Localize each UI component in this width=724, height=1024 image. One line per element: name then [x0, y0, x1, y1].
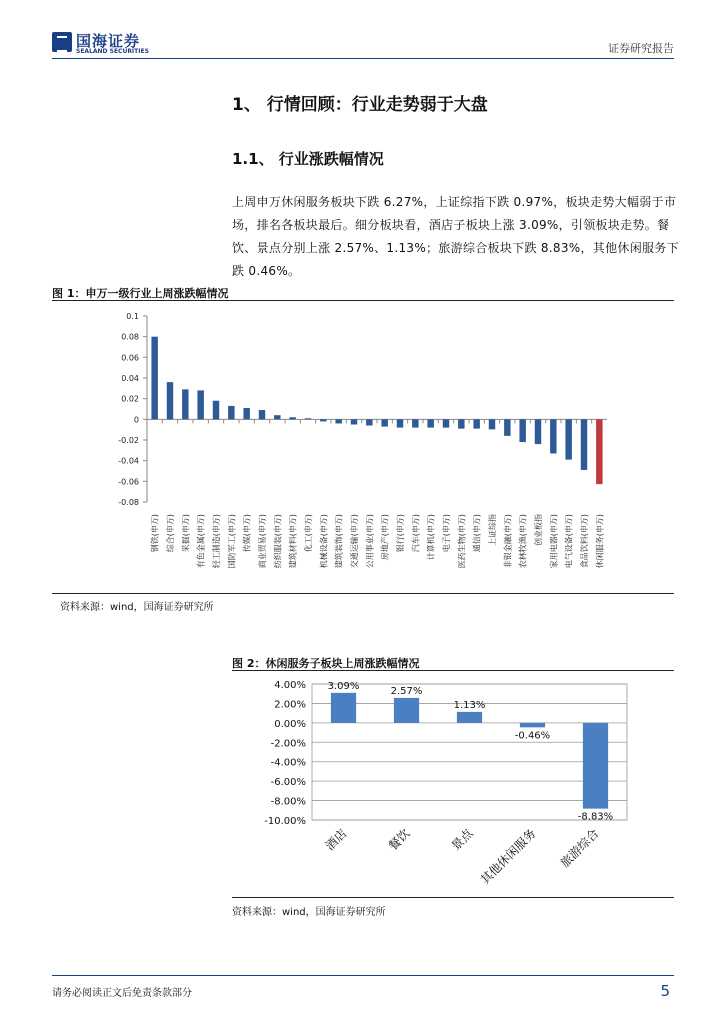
- x-tick-label: 采掘(申万): [181, 514, 191, 553]
- bar: [397, 419, 403, 427]
- figure2-source: 资料来源：wind，国海证券研究所: [232, 907, 386, 918]
- industry-return-bar-chart: [52, 302, 674, 592]
- figure2-bottom-rule: [232, 897, 674, 898]
- bar: [412, 419, 418, 427]
- y-tick-label: 0: [133, 415, 139, 425]
- y-tick-label: -0.02: [118, 436, 139, 445]
- y-tick-label: -2.00%: [270, 738, 306, 750]
- x-tick-label: 传媒(申万): [242, 514, 252, 553]
- bar: [182, 389, 188, 419]
- subsection-heading: 1.1、 行业涨跌幅情况: [232, 150, 384, 168]
- x-tick-label: 非银金融(申万): [503, 514, 513, 569]
- x-tick-label: 上证综指: [488, 514, 497, 546]
- bar: [167, 382, 173, 419]
- x-tick-label: 纺织服装(申万): [273, 514, 283, 569]
- y-tick-label: 4.00%: [274, 680, 306, 691]
- figure1-source: 资料来源：wind，国海证券研究所: [60, 602, 214, 613]
- x-tick-label: 房地产(申万): [380, 514, 390, 561]
- x-tick-label: 国防军工(申万): [227, 514, 237, 569]
- x-tick-label: 轻工制造(申万): [212, 514, 221, 569]
- bar: [535, 419, 541, 444]
- x-tick-label: 酒店: [322, 826, 350, 854]
- x-tick-label: 公用事业(申万): [365, 514, 375, 569]
- section-heading: 1、 行情回顾：行业走势弱于大盘: [232, 95, 488, 115]
- figure2-title: 图 2：休闲服务子板块上周涨跌幅情况: [232, 657, 420, 670]
- bar: [228, 406, 234, 419]
- x-tick-label: 综合(申万): [166, 514, 175, 553]
- bar: [289, 417, 295, 419]
- figure1-bottom-rule: [52, 593, 674, 594]
- x-tick-label: 创业板指: [534, 514, 543, 546]
- bar: [243, 408, 249, 419]
- x-tick-label: 交通运输(申万): [350, 514, 359, 569]
- figure1-top-rule: [52, 300, 674, 301]
- sealand-logo: [52, 30, 149, 58]
- bar: [213, 401, 219, 420]
- y-tick-label: 0.04: [121, 374, 139, 383]
- x-tick-label: 休闲服务(申万): [595, 514, 605, 569]
- bar: [151, 337, 157, 420]
- x-tick-label: 家用电器(申万): [549, 514, 559, 569]
- x-tick-label: 景点: [448, 826, 476, 854]
- bar: [443, 419, 449, 427]
- y-tick-label: 0.08: [121, 332, 139, 342]
- y-tick-label: 2.00%: [274, 699, 306, 711]
- y-tick-label: 0.1: [126, 312, 139, 321]
- bar: [366, 419, 372, 425]
- bar: [583, 723, 608, 809]
- x-tick-label: 计算机(申万): [426, 514, 436, 561]
- x-tick-label: 通信(申万): [472, 514, 482, 553]
- data-label: 1.13%: [453, 699, 486, 711]
- bar: [473, 419, 479, 428]
- x-tick-label: 有色金属(申万): [196, 514, 206, 569]
- y-tick-label: -0.04: [118, 456, 139, 466]
- bar: [305, 418, 311, 419]
- y-tick-label: 0.00%: [274, 718, 306, 730]
- bar: [596, 419, 602, 484]
- y-tick-label: -10.00%: [264, 816, 306, 827]
- figure2-top-rule: [232, 670, 674, 671]
- x-tick-label: 电子(申万): [442, 514, 451, 553]
- x-tick-label: 建筑装饰(申万): [334, 514, 344, 569]
- logo-text-en: SEALAND SECURITIES: [76, 48, 149, 55]
- x-tick-label: 汽车(申万): [411, 514, 421, 553]
- data-label: -0.46%: [514, 730, 551, 742]
- y-tick-label: 0.02: [121, 394, 139, 404]
- bar: [351, 419, 357, 424]
- y-tick-label: 0.06: [121, 353, 139, 363]
- data-label: -8.83%: [577, 811, 614, 823]
- bar: [458, 419, 464, 428]
- x-tick-label: 电气设备(申万): [564, 514, 574, 569]
- bar: [259, 410, 265, 419]
- x-tick-label: 机械设备(申万): [319, 514, 329, 569]
- page-number: 5: [660, 982, 670, 1000]
- x-tick-label: 农林牧渔(申万): [518, 514, 528, 569]
- bar: [335, 419, 341, 423]
- bar: [550, 419, 556, 453]
- x-tick-label: 建筑材料(申万): [288, 514, 298, 569]
- bar: [394, 698, 419, 723]
- x-tick-label: 其他休闲服务: [477, 826, 539, 888]
- footer-disclaimer: 请务必阅读正文后免责条款部分: [52, 988, 192, 999]
- bar: [320, 419, 326, 421]
- y-tick-label: -6.00%: [270, 777, 306, 789]
- x-tick-label: 食品饮料(申万): [580, 514, 589, 569]
- bar: [427, 419, 433, 427]
- x-tick-label: 商业贸易(申万): [258, 514, 267, 569]
- data-label: 3.09%: [327, 680, 360, 692]
- figure1-title: 图 1：申万一级行业上周涨跌幅情况: [52, 287, 229, 300]
- y-tick-label: -0.08: [118, 498, 139, 507]
- bar: [274, 415, 280, 419]
- x-tick-label: 化工(申万): [304, 514, 313, 553]
- bar: [197, 390, 203, 419]
- header-divider: [52, 58, 674, 59]
- bar: [504, 419, 510, 436]
- logo-mark-icon: [52, 32, 72, 52]
- x-tick-label: 医药生物(申万): [457, 514, 467, 569]
- data-label: 2.57%: [390, 685, 423, 697]
- bar: [381, 419, 387, 426]
- y-tick-label: -0.06: [118, 477, 139, 487]
- summary-paragraph: 上周申万休闲服务板块下跌 6.27%，上证综指下跌 0.97%，板块走势大幅弱于市场，排名各板块最后。细分板块看，酒店子板块上涨 3.09%，引领板块走势。餐饮、景点分别上涨 2.57%、1.13%；旅游综合板块下跌 8.83%，其他休闲服务下跌 0.46%。: [232, 195, 679, 278]
- y-tick-label: -8.00%: [270, 796, 306, 808]
- bar: [520, 723, 545, 727]
- bar: [457, 712, 482, 723]
- bar: [581, 419, 587, 470]
- bar: [519, 419, 525, 442]
- x-tick-label: 钢铁(申万): [150, 514, 160, 553]
- y-tick-label: -4.00%: [270, 757, 306, 769]
- report-type-label: 证券研究报告: [608, 42, 674, 55]
- bar: [565, 419, 571, 459]
- leisure-subsector-bar-chart: [232, 672, 674, 896]
- footer-divider: [52, 975, 674, 976]
- x-tick-label: 银行(申万): [396, 514, 405, 553]
- logo-text-cn: 国海证券: [76, 32, 141, 50]
- bar: [489, 419, 495, 429]
- bar: [331, 693, 356, 723]
- x-tick-label: 旅游综合: [557, 826, 602, 871]
- x-tick-label: 餐饮: [385, 826, 413, 854]
